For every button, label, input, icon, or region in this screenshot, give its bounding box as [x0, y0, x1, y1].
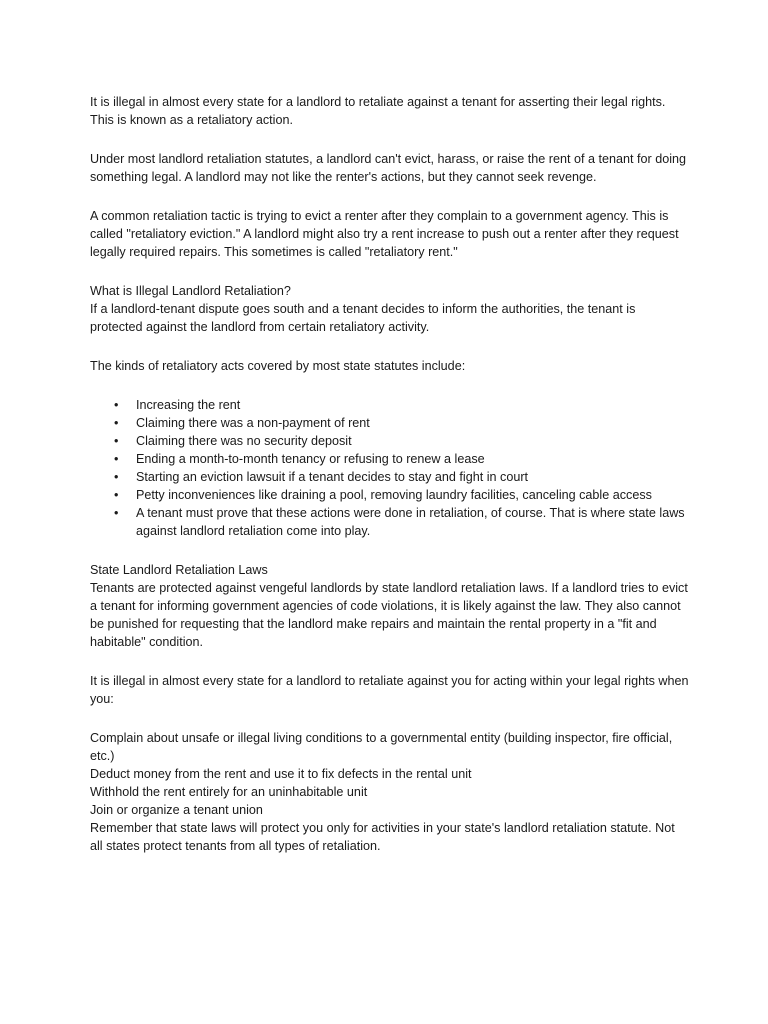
list-item	[90, 468, 690, 486]
retaliatory-acts-list	[90, 396, 690, 540]
list-item-text: Petty inconveniences like draining a pool, removing laundry facilities, canceling cable access	[136, 488, 652, 502]
list-item-text: A tenant must prove that these actions were done in retaliation, of course. That is where state laws against landlord retaliation come into play.	[136, 506, 685, 538]
list-item	[90, 396, 690, 414]
retaliatory-acts-intro: The kinds of retaliatory acts covered by most state statutes include:	[90, 359, 466, 373]
document-body	[90, 93, 690, 855]
section2-body: Tenants are protected against vengeful landlords by state landlord retaliation laws. If a landlord tries to evict a tenant for informing government agencies of code violations, it is likely against the law. They also cannot be punished for requesting that the landlord make repairs and maintain the rental property in a "fit and habitable" condition.	[90, 581, 688, 649]
rights-item: Complain about unsafe or illegal living conditions to a governmental entity (building inspector, fire official, etc.)	[90, 731, 673, 763]
bullet-icon: •	[114, 398, 119, 412]
rights-item: Join or organize a tenant union	[90, 803, 263, 817]
bullet-icon: •	[114, 452, 119, 466]
section1-body: If a landlord-tenant dispute goes south and a tenant decides to inform the authorities, the tenant is protected against the landlord from certain retaliatory activity.	[90, 302, 636, 334]
list-item	[90, 432, 690, 450]
list-item-text: Increasing the rent	[136, 398, 241, 412]
closing-note: Remember that state laws will protect you only for activities in your state's landlord retaliation statute. Not all states protect tenants from all types of retaliation.	[90, 821, 675, 853]
section-heading-state-laws: State Landlord Retaliation Laws	[90, 563, 268, 577]
bullet-icon: •	[114, 416, 119, 430]
bullet-icon: •	[114, 506, 119, 520]
list-item-text: Claiming there was a non-payment of rent	[136, 416, 370, 430]
bullet-icon: •	[114, 470, 119, 484]
bullet-icon: •	[114, 488, 119, 502]
intro-paragraph-2: Under most landlord retaliation statutes, a landlord can't evict, harass, or raise the rent of a tenant for doing something legal. A landlord may not like the renter's actions, but they cannot seek revenge.	[90, 152, 687, 184]
rights-item: Withhold the rent entirely for an uninhabitable unit	[90, 785, 368, 799]
list-item	[90, 414, 690, 432]
list-item	[90, 450, 690, 468]
list-item-text: Starting an eviction lawsuit if a tenant decides to stay and fight in court	[136, 470, 529, 484]
intro-paragraph-1: It is illegal in almost every state for a landlord to retaliate against a tenant for asserting their legal rights. This is known as a retaliatory action.	[90, 95, 666, 127]
rights-intro: It is illegal in almost every state for a landlord to retaliate against you for acting within your legal rights when you:	[90, 674, 689, 706]
list-item	[90, 504, 690, 540]
list-item-text: Claiming there was no security deposit	[136, 434, 352, 448]
rights-item: Deduct money from the rent and use it to fix defects in the rental unit	[90, 767, 472, 781]
intro-paragraph-3: A common retaliation tactic is trying to evict a renter after they complain to a government agency. This is called "retaliatory eviction." A landlord might also try a rent increase to push out a renter after they request legally required repairs. This sometimes is called "retaliatory rent."	[90, 209, 679, 259]
section-heading-illegal-retaliation: What is Illegal Landlord Retaliation?	[90, 284, 291, 298]
list-item-text: Ending a month-to-month tenancy or refusing to renew a lease	[136, 452, 485, 466]
bullet-icon: •	[114, 434, 119, 448]
list-item	[90, 486, 690, 504]
